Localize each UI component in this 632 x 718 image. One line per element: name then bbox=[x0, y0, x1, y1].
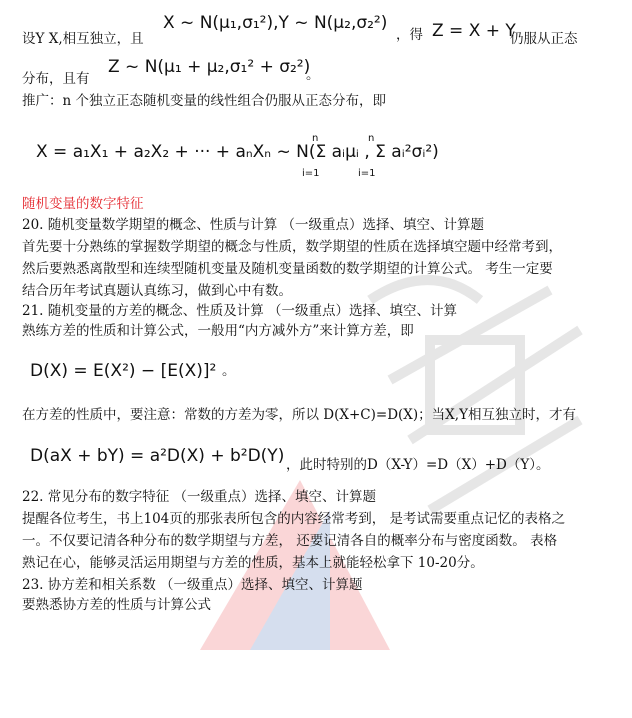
formula-variance-linear: D(aX + bY) = a²D(X) + b²D(Y) bbox=[30, 446, 285, 466]
formula-z-normal: Z ~ N(μ₁ + μ₂,σ₁² + σ₂²) bbox=[108, 57, 311, 77]
sum-lower-limit: i=1 bbox=[302, 168, 320, 179]
formula-linear-combination: X = a₁X₁ + a₂X₂ + ··· + aₙXₙ ~ N(Σ aᵢμᵢ , Σ aᵢ²σᵢ²) bbox=[36, 142, 439, 162]
paragraph-line: 提醒各位考生，书上104页的那张表所包含的内容经常考到， 是考试需要重点记忆的表格之 bbox=[22, 511, 566, 527]
formula-xy-normal: X ~ N(μ₁,σ₁²),Y ~ N(μ₂,σ₂²) bbox=[163, 13, 388, 33]
text-line: 分布，且有 bbox=[22, 71, 90, 87]
item-20-title: 20. 随机变量数学期望的概念、性质与计算 （一级重点）选择、填空、计算题 bbox=[22, 217, 485, 233]
formula-z-sum: Z = X + Y bbox=[432, 21, 516, 41]
paragraph-line: 熟练方差的性质和计算公式，一般用“内方减外方”来计算方差，即 bbox=[22, 323, 414, 339]
formula-variance: D(X) = E(X²) − [E(X)]² bbox=[30, 361, 217, 381]
section-title: 随机变量的数字特征 bbox=[22, 196, 144, 212]
sum-lower-limit: i=1 bbox=[358, 168, 376, 179]
item-23-title: 23. 协方差和相关系数 （一级重点）选择、填空、计算题 bbox=[22, 577, 363, 593]
text-line: ，此时特别的D（X-Y）=D（X）+D（Y）。 bbox=[286, 457, 550, 473]
text-line: 。 bbox=[306, 67, 320, 83]
paragraph-line: 结合历年考试真题认真练习，做到心中有数。 bbox=[22, 283, 292, 299]
paragraph-line: 一。不仅要记清各种分布的数学期望与方差， 还要记清各自的概率分布与密度函数。 表格 bbox=[22, 533, 558, 549]
sum-upper-limit: n bbox=[312, 133, 319, 144]
text-line: 。 bbox=[222, 363, 236, 379]
text-line: 仍服从正态 bbox=[510, 31, 578, 47]
paragraph-line: 熟记在心，能够灵活运用期望与方差的性质，基本上就能轻松拿下 10-20分。 bbox=[22, 555, 484, 571]
paragraph-line: 在方差的性质中，要注意：常数的方差为零，所以 D(X+C)=D(X)；当X,Y相互独立时，才有 bbox=[22, 407, 576, 423]
text-line: ，得 bbox=[396, 27, 423, 43]
paragraph-line: 然后要熟悉离散型和连续型随机变量及随机变量函数的数学期望的计算公式。 考生一定要 bbox=[22, 261, 553, 277]
item-22-title: 22. 常见分布的数字特征 （一级重点）选择、填空、计算题 bbox=[22, 489, 377, 505]
text-line: 设Y X,相互独立，且 bbox=[22, 31, 144, 47]
paragraph-line: 要熟悉协方差的性质与计算公式 bbox=[22, 597, 211, 613]
text-line: 推广：n 个独立正态随机变量的线性组合仍服从正态分布，即 bbox=[22, 93, 386, 109]
item-21-title: 21. 随机变量的方差的概念、性质及计算 （一级重点）选择、填空、计算 bbox=[22, 303, 458, 319]
paragraph-line: 首先要十分熟练的掌握数学期望的概念与性质，数学期望的性质在选择填空题中经常考到， bbox=[22, 239, 562, 255]
sum-upper-limit: n bbox=[368, 133, 375, 144]
